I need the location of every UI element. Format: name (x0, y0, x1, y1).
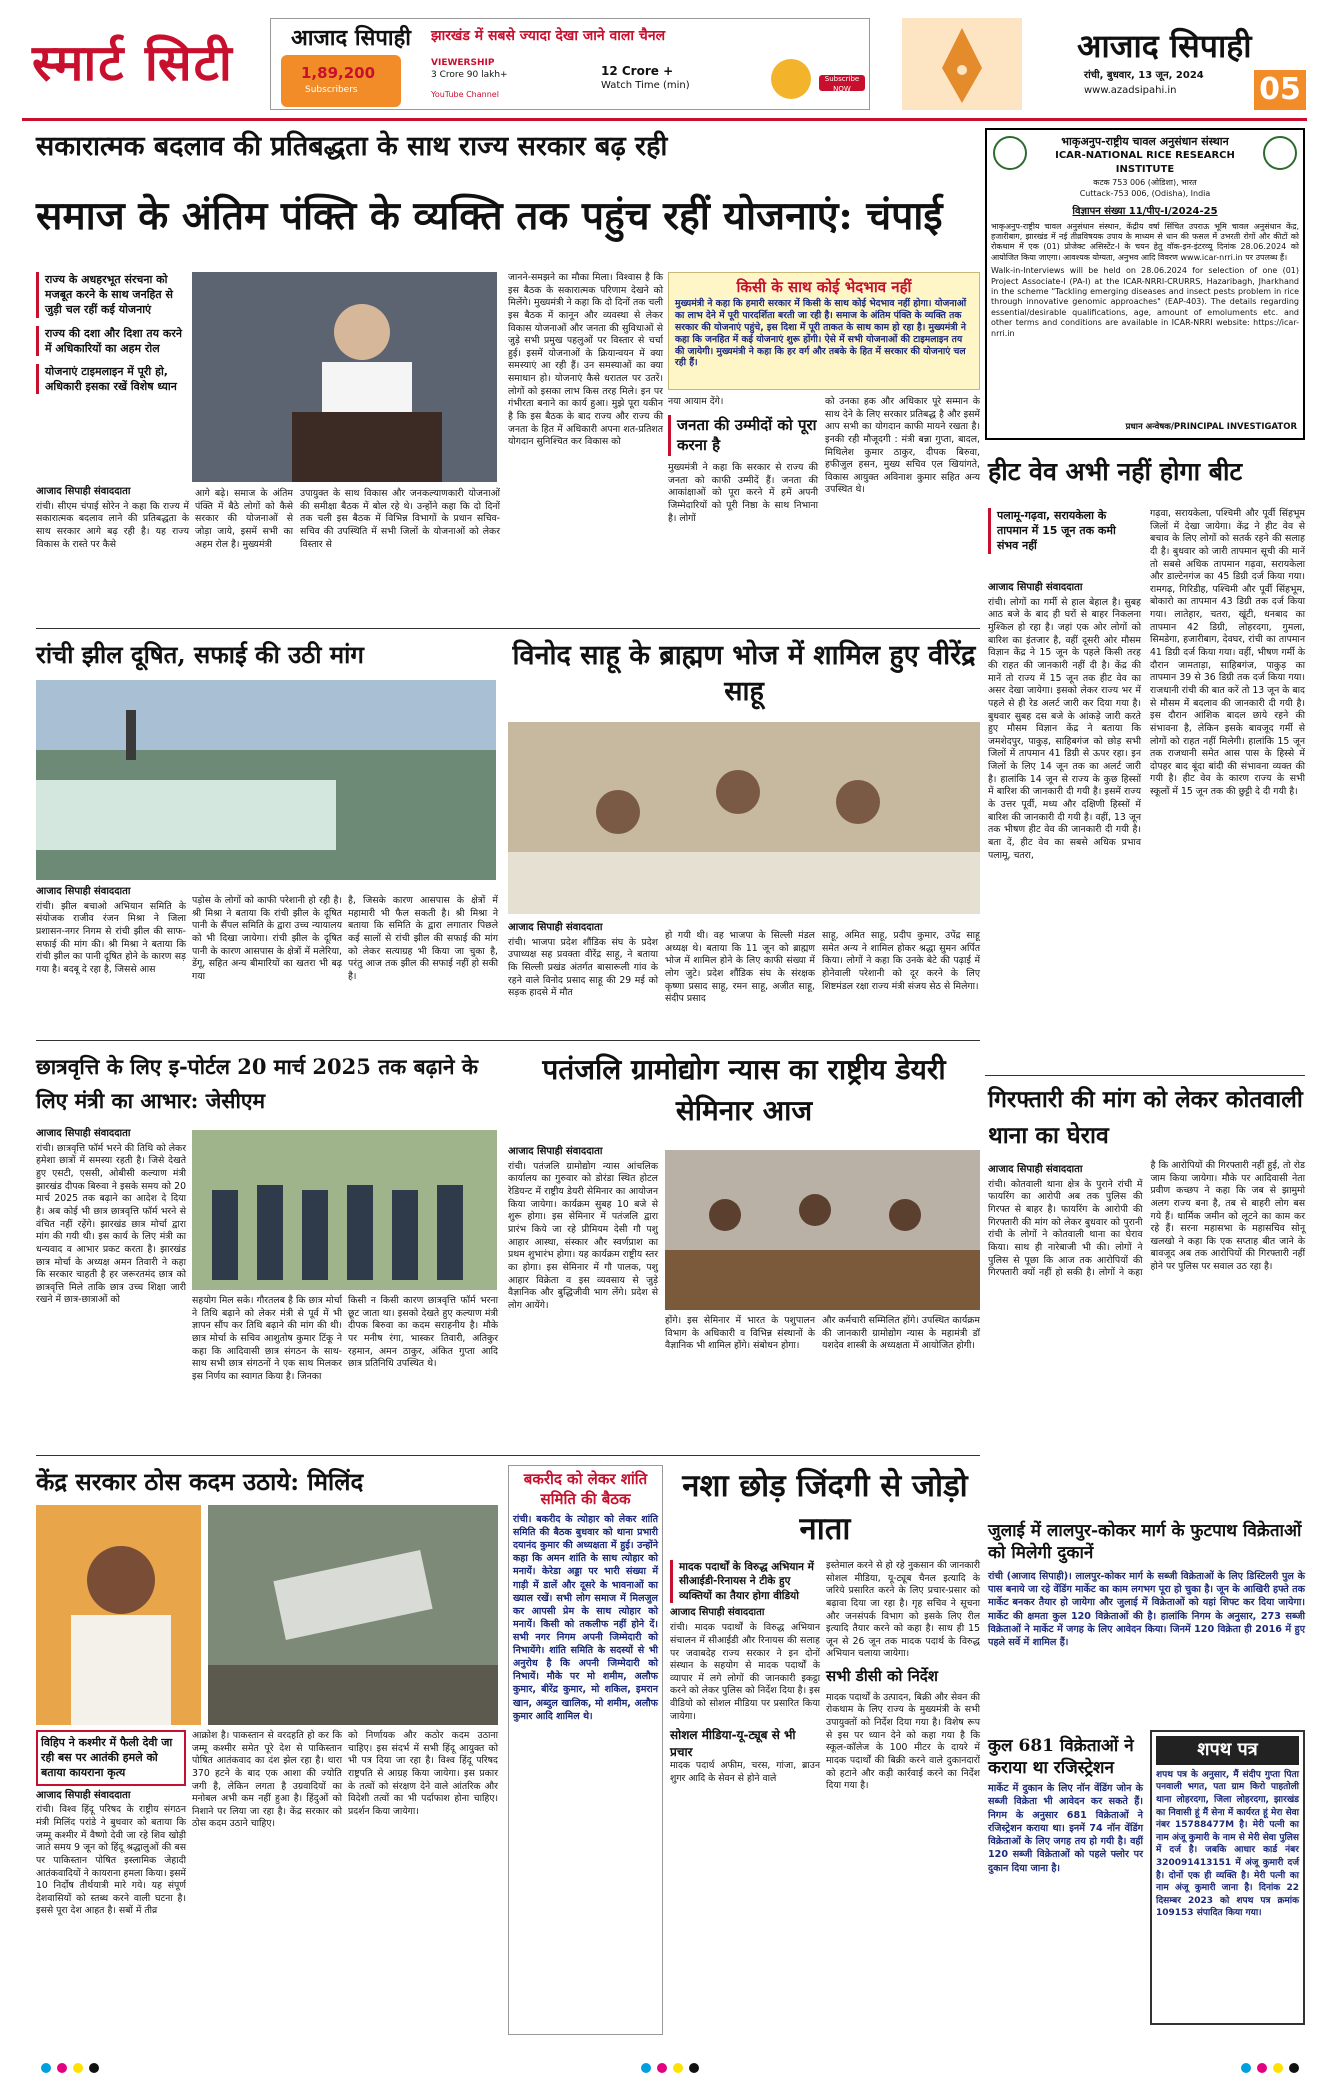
icar-advertisement (985, 128, 1305, 440)
affidavit-box (1150, 1730, 1305, 2025)
vendors-body-2: मार्केट में दुकान के लिए नॉन वेंडिंग जोन के सब्जी विक्रेता भी आवेदन कर सकते हैं। निगम के अनुसार 681 विक्रेताओं ने रजिस्ट्रेशन कराया था। इनमें 74 नॉन वेंडिंग विक्रेताओं के लिए जगह तय हो गयी है। वहीं 120 सब्जी विक्रेताओं को पहले फ्लोर पर दुकान दिया जाना है। (988, 1783, 1143, 1874)
drug-box: मादक पदार्थों के विरुद्ध अभियान में सीआईडी-रिनायस ने टीके हुए व्यक्तियों का तैयार होगा वीडियो (670, 1560, 820, 1603)
channel-banner (270, 18, 870, 110)
seminar-photo (665, 1150, 980, 1310)
heat-bullet: पलामू-गढ़वा, सरायकेला के तापमान में 15 जून तक कमी संभव नहीं (988, 508, 1138, 554)
milind-byline: आजाद सिपाही संवाददाता (36, 1789, 131, 1801)
ad-signature: प्रधान अन्वेषक/PRINCIPAL INVESTIGATOR (1125, 422, 1297, 433)
bus-attack-photo (208, 1505, 498, 1725)
banner-views-label: VIEWERSHIP (431, 58, 495, 68)
milind-box: विहिप ने कश्मीर में फैली देवी जा रही बस पर आतंकी हमले को बताया कायराना कृत्य (36, 1730, 186, 1786)
drug-body-1: रांची। मादक पदार्थों के विरुद्ध अभियान संचालन में सीआईडी और रिनायस की सलाह पर जवाबदेह राज्य सरकार ने इन दोनों संस्थान के सहयोग से मादक पदार्थों के व्यापार में लगे लोगों की जानकारी इकट्ठा करने को लेकर पुलिस को निर्देश दिया है। इस वीडियो को सोशल मीडिया पर प्रसारित किया जायेगा। (670, 1622, 820, 1722)
lead-body-5: मुख्यमंत्री ने कहा कि सरकार से राज्य की जनता को काफी उम्मीदें हैं। जनता की आकांक्षाओं को पूरा करने में हमें अपनी जिम्मेदारियों को पूरी निष्ठा के साथ निभाना है। लोगों (668, 462, 818, 524)
heat-body-2: गढ़वा, सरायकेला, पश्चिमी और पूर्वी सिंहभूम जिलों में देखा जायेगा। केंद्र ने हीट वेव से बचाव के लिए लोगों को सतर्क रहने की सलाह दी है। बुधवार को जारी तापमान सूची की मानें तो सबसे अधिक तापमान गढ़वा, सरायकेला और डाल्टेनगंज का 45 डिग्री दर्ज किया गया। रामगढ़, गिरिडीह, पश्चिमी और पूर्वी सिंहभूम, बोकारो का तापमान 43 डिग्री तक दर्ज किया गया। लातेहार, चतरा, खूंटी, धनबाद का तापमान 42 डिग्री, लोहरदगा, गुमला, सिमडेगा, हजारीबाग, देवघर, रांची का तापमान 41 डिग्री दर्ज किया गया। वहीं, भीषण गर्मी के दौरान जामताड़ा, साहिबगंज, पाकुड़ का तापमान 39 से 36 डिग्री तक दर्ज किया गया। राजधानी रांची की बात करें तो 13 जून के बाद से मौसम में बदलाव की जानकारी दी गयी है। इस दौरान आंशिक बादल छाये रहने की संभावना है, लेकिन इसके बावजूद गर्मी से लोगों को राहत नहीं मिलेगी। हालांकि 15 जून तक राजधानी समेत आस पास के हिस्से में दोपहर बाद बूंदा बांदी की संभावना व्यक्त की गयी है। हीट वेव के कारण राज्य के सभी स्कूलों में 15 जून तक की छुट्टी दे दी गयी है। (1150, 508, 1305, 798)
milind-body-3: को निर्णायक और कठोर कदम उठाना चाहिए। इस संदर्भ में सभी हिंदू आयुक्त को भी पत्र दिया जा रहा है। विश्व हिंदू परिषद राष्ट्रपति से आग्रह किया जायेगा। इस प्रकार के तत्वों को संरक्षण देने वाले आंतरिक और विदेशी तत्वों का भी पर्दाफाश होना चाहिए। प्रदर्शन किया जायेगा। (348, 1730, 498, 1817)
heat-byline: आजाद सिपाही संवाददाता (988, 582, 1083, 593)
banner-name: आजाद सिपाही (291, 25, 411, 51)
ad-body-english: Walk-in-Interviews will be held on 28.06.2024 for selection of one (01) Project Associate-I (PA-I) at the ICAR-NRRI-CRURRS, Hazaribagh, Jharkhand in the scheme "Tackling emerging diseases and insect pests problem in rice through innovative genomic approaches" (EAP-403). The details regarding essential/desirable qualifications, age, amount of emoluments etc. and other terms and conditions are available in ICAR-NRRI website: https://icar-nrri.in (991, 266, 1299, 338)
lead-bullets (36, 272, 186, 394)
org-english: ICAR-NATIONAL RICE RESEARCH INSTITUTE (1055, 150, 1235, 175)
banner-watch-label: Watch Time (min) (601, 80, 690, 91)
affidavit-body: शपथ पत्र के अनुसार, मैं संदीप गुप्ता पिता पनवाली भगत, पता ग्राम किरो पाहतोली थाना लोहरदगा, जिला लोहरदगा, झारखंड का निवासी हूं मैं सेना में कार्यरत हूं मेरा सेवा नंबर 15788477M है। मेरी पत्नी का नाम अंजू कुमारी के नाम से मेरी सेवा पुलिस में दर्ज है। जबकि आधार कार्ड नंबर 320091413151 में अंजू कुमारी दर्ज है। दोनों एक ही व्यक्ति है। मेरी पत्नी का नाम अंजू कुमारी जाना है। दिनांक 22 दिसम्बर 2023 को शपथ पत्र क्रमांक 109153 संपादित किया गया। (1156, 1769, 1299, 1919)
drug-body-sub: मादक पदार्थ अफीम, चरस, गांजा, ब्राउन शुगर आदि के सेवन से होने वाले (670, 1760, 820, 1785)
icar-logo-icon (993, 136, 1027, 170)
drug-body-2: इस्तेमाल करने से हो रहे नुकसान की जानकारी सोशल मीडिया, यू-ट्यूब चैनल इत्यादि के जरिये प्रसारित करने के लिए प्रचार-प्रसार को बढ़ावा दिया जा रहा है। गृह सचिव ने सूचना और जनसंपर्क विभाग को इसके लिए रील इत्यादि तैयार करने को कहा है। साथ ही 15 जून से 26 जून तक मादक पदार्थ के विरुद्ध अभियान चलाया जायेगा। (826, 1560, 980, 1660)
section-title: स्मार्ट सिटी (32, 33, 234, 92)
heat-body-1: रांची। लोगों का गर्मी से हाल बेहाल है। सुबह आठ बजे के बाद ही घरों से बाहर निकलना मुश्किल हो रहा है। जहां एक ओर लोगों को बारिश का इंतजार है, वहीं दूसरी ओर मौसम विज्ञान केंद्र ने 15 जून के पहले किसी तरह की राहत की जानकारी नहीं दी है। केंद्र की मानें तो राज्य में 15 जून तक हीट वेव का असर देखा जायेगा। इसको लेकर राज्य भर में पहले से ही रेड अलर्ट जारी कर दिया गया है। बुधवार सुबह दस बजे के आंकड़े जारी करते हुए मौसम विज्ञान केंद्र ने बताया कि जमशेदपुर, पाकुड़, साहिबगंज को छोड़ सभी जिलों में तापमान 41 डिग्री से ऊपर रहा। इन जिलों के लिए 14 जून तक का अलर्ट जारी है। हालांकि 14 जून से राज्य के कुछ हिस्सों में बारिश की जानकारी दी गयी है। इसमें राज्य के उत्तर पूर्वी, मध्य और दक्षिणी हिस्सों में बारिश की जानकारी दी गयी है। वहीं, 13 जून तक भीषण हीट वेव की जानकारी दी गयी है। बता दें, हीट वेव का सबसे अधिक प्रभाव पलामू, चतरा, (988, 596, 1141, 861)
lead-subhead: जनता की उम्मीदों को पूरा करना है (668, 415, 818, 456)
bakrid-box (508, 1465, 663, 2035)
vendors-headline: जुलाई में लालपुर-कोकर मार्ग के फुटपाथ विक्रेताओं को मिलेगी दुकानें (988, 1521, 1302, 1564)
milind-body-1: रांची। विश्व हिंदू परिषद के राष्ट्रीय संगठन मंत्री मिलिंद परांडे ने बुधवार को बताया कि जम्मू कश्मीर में वैष्णो देवी जा रहे शिव खोड़ी जाते समय 9 जून को हिंदू श्रद्धालुओं की बस पर पाकिस्तान पोषित इस्लामिक जेहादी आतंकवादियों ने कायराना हमला किया। इसमें 10 निर्दोष तीर्थयात्री मारे गये। यह संपूर्ण देशवासियों को स्तब्ध करने वाली घटना है। इससे पूरा देश आहत है। सबों में तीव्र (36, 1804, 186, 1917)
dateline: रांची, बुधवार, 13 जून, 2024 (1084, 70, 1204, 81)
banner-subscribe: Subscribe NOW (819, 75, 865, 91)
masthead (22, 14, 1307, 114)
vinod-photo (508, 722, 980, 914)
lead-byline: आजाद सिपाही संवाददाता (36, 486, 131, 497)
box-body: मुख्यमंत्री ने कहा कि हमारी सरकार में किसी के साथ कोई भेदभाव नहीं होगा। योजनाओं का लाभ देने में पूरी पारदर्शिता बरती जा रही है। समाज के अंतिम पंक्ति के व्यक्ति तक सरकार की योजनाएं पहुंचे, इस दिशा में पूरी ताकत के साथ काम हो रहा है। मुख्यमंत्री ने कहा कि जनहित में कई योजनाएं शुरू होंगी। ऐसे में सभी योजनाओं की टाइमलाइन तय की जायेगी। मुख्यमंत्री ने कहा कि हर वर्ग और तबके के हित में सरकार की योजनाएं चल रही हैं। (675, 297, 967, 369)
affidavit-title: शपथ पत्र (1156, 1736, 1299, 1765)
paper-name: आजाद सिपाही (1077, 27, 1252, 65)
jharkhand-map-icon (281, 55, 401, 107)
lead-body-6: को उनका हक और अधिकार पूरे सम्मान के साथ देने के लिए सरकार प्रतिबद्ध है और इसमें आप सभी का योगदान काफी मायने रखता है। इनकी रही मौजूदगी : मंत्री बन्ना गुप्ता, बादल, मिथिलेश कुमार ठाकुर, दीपक बिरुवा, हफीजुल हसन, मुख्य सचिव एल खियांगते, विकास आयुक्त अविनाश कुमार सहित अन्य उपस्थित थे। (825, 396, 980, 496)
lake-headline: रांची झील दूषित, सफाई की उठी मांग (36, 640, 364, 669)
no-discrimination-box (668, 272, 980, 390)
lead-headline: समाज के अंतिम पंक्ति के व्यक्ति तक पहुंच रहीं योजनाएं: चंपाई (36, 193, 943, 239)
addr-english: Cuttack-753 006, (Odisha), India (1079, 188, 1211, 198)
milind-headline: केंद्र सरकार ठोस कदम उठाये: मिलिंद (36, 1467, 364, 1496)
vinod-body-1: रांची। भाजपा प्रदेश शौंडिक संघ के प्रदेश उपाध्यक्ष सह प्रवक्ता वीरेंद्र साहू, ने बताया कि सिल्ली प्रखंड अंतर्गत बासारूली गांव के रहने वाले विनोद प्रसाद साहू की 29 मई को सड़क हादसे में मौत (508, 936, 658, 999)
arrest-body: रांची। कोतवाली थाना क्षेत्र के पुराने रांची में फायरिंग का आरोपी अब तक पुलिस की गिरफ्त से बाहर है। फायरिंग के आरोपी की गिरफ्तारी की मांग को लेकर बुधवार को पुरानी रांची के लोगों ने कोतवाली थाना का घेराव किया। साथ ही नारेबाजी भी की। लोगों ने पुलिस से पूछा कि आज तक आरोपियों की गिरफ्तारी क्यों नहीं हो सकी है। लोगों ने कहा है कि आरोपियों की गिरफ्तारी नहीं हुई, तो रोड जाम किया जायेगा। मौके पर आदिवासी नेता प्रवीण कच्छप ने कहा कि जब से झामुमो अलग राज्य बना है, तब से बाहरी लोग बस गये हैं। धार्मिक जमीन को लूटने का काम कर रहे हैं। सरना महासभा के महासचिव सोनू खलखो ने कहा कि एक सप्ताह बीत जाने के बावजूद अब तक आरोपियों की गिरफ्तारी नहीं होने पर पुलिस पर सवाल उठ रहा है। (988, 1160, 1305, 1279)
nrri-logo-icon (1263, 136, 1297, 170)
vinod-body-2: हो गयी थी। वह भाजपा के सिल्ली मंडल अध्यक्ष थे। बताया कि 11 जून को ब्राह्मण भोज में शामिल होने के लिए काफी संख्या में लोग जुटे। प्रदेश शौंडिक संघ के संरक्षक कृष्णा प्रसाद साहू, रमन साहू, अजीत साहू, संदीप प्रसाद (665, 930, 815, 1005)
scholar-byline: आजाद सिपाही संवाददाता (36, 1128, 131, 1139)
lead-kicker: सकारात्मक बदलाव की प्रतिबद्धता के साथ राज्य सरकार बढ़ रही (36, 131, 668, 162)
drug-headline: नशा छोड़ जिंदगी से जोड़ो नाता (682, 1468, 968, 1548)
banner-watch: 12 Crore + (601, 64, 674, 78)
bakrid-body: रांची। बकरीद के त्योहार को लेकर शांति समिति की बैठक बुधवार को थाना प्रभारी दयानंद कुमार की अध्यक्षता में हुई। उन्होंने कहा कि अमन शांति के साथ त्योहार को मनायें। केरेडा अड्डा पर भारी संख्या में गाड़ी में डालें और दूसरे के भावनाओं का ख्याल रखें। सभी लोग समाज में मिलजुल कर आपसी प्रेम के साथ त्योहार को मनायें। किसी को तकलीफ नहीं होने दें। सभी नगर निगम अपनी जिम्मेदारी को निभायेंगे। शांति समिति के सदस्यों से भी अनुरोध है कि अपनी जिम्मेदारी को निभायें। मौके पर मो शमीम, अलौफ कुमार, बीरेंद्र कुमार, मो शकिल, इमरान खान, अब्दुल खालिक, मो शमीम, अलौफ कुमार आदि शामिल थे। (513, 1514, 658, 1722)
scholar-body-2: सहयोग मिल सके। गौरतलब है कि छात्र मोर्चा ने तिथि बढ़ाने को लेकर मंत्री से पूर्व में भी ज्ञापन सौंप कर तिथि बढ़ाने की मांग की थी। छात्र मोर्चा के सचिव आशुतोष कुमार टिंकू ने कहा कि आदिवासी छात्र संगठन के साथ-साथ सभी छात्र संगठनों ने एक साथ मिलकर इस निर्णय का स्वागत किया है। जिनका (192, 1295, 342, 1382)
drug-body-3: मादक पदार्थों के उत्पादन, बिक्री और सेवन की रोकथाम के लिए राज्य के मुख्यमंत्री के सभी उपायुक्तों को निर्देश दिया गया है। विशेष रूप से इस पर ध्यान देने को कहा गया है कि स्कूल-कॉलेज के 100 मीटर के दायरे में मादक पदार्थों की बिक्री करने वाले दुकानदारों को हटाने और कड़ी कार्रवाई करने का निर्देश दिया गया है। (826, 1691, 980, 1792)
lead-body-3: जानने-समझने का मौका मिला। विश्वास है कि इस बैठक के सकारात्मक परिणाम देखने को मिलेंगे। मुख्यमंत्री ने कहा कि दो दिनों तक चली इस बैठक में कानून और व्यवस्था से लेकर विकास योजनाओं और जनता की सुविधाओं से जुड़े सभी प्रमुख पहलुओं पर विस्तार से चर्चा हुई। इसमें योजनाओं के क्रियान्वयन में क्या समस्याएं आ रही हैं। उन समस्याओं का क्या समाधान हो। योजनाएं कैसे धरातल पर उतरें। लोगों को इसका लाभ किस तरह मिले। इन पर गंभीरता बनाने का कार्य हुआ। मुझे पूरा यकीन है कि इस बैठक के बाद राज्य और राज्य की जनता के हित में अधिकारी अपना शत-प्रतिशत योगदान सुनिश्चित कर विकास को (508, 272, 663, 448)
patanjali-body-3: और कर्मचारी सम्मिलित होंगे। उपस्थित कार्यक्रम की जानकारी ग्रामोद्योग न्यास के महामंत्री डॉ यशदेव शास्त्री के अध्यक्षता में आयोजित होगी। (822, 1315, 980, 1352)
vinod-byline: आजाद सिपाही संवाददाता (508, 922, 603, 933)
scholar-body-1: रांची। छात्रवृत्ति फॉर्म भरने की तिथि को लेकर हमेशा छात्रों में समस्या रहती है। जिसे देखते हुए एसटी, एससी, ओबीसी कल्याण मंत्री झारखंड दीपक बिरुवा ने इसके समय को 20 मार्च 2025 तक बढ़ाने का आदेश दे दिया है। अब कोई भी छात्र छात्रवृत्ति फॉर्म भरने से वंचित नहीं रहेंगे। झारखंड छात्र मोर्चा द्वारा मांग की गयी थी। इस कार्य के लिए मंत्री का धन्यवाद व आभार प्रकट करता है। झारखंड छात्र मोर्चा के अध्यक्ष अमन तिवारी ने कहा कि सरकार चाहती है हर जरूरतमंद छात्र को छात्रवृत्ति मिले ताकि छात्र उच्च शिक्षा जारी रखने में छात्र-छात्राओं को (36, 1142, 186, 1306)
vinod-body-3: साहू, अमित साहू, प्रदीप कुमार, उपेंद्र साहू समेत अन्य ने शामिल होकर श्रद्धा सुमन अर्पित किया। लोगों ने कहा कि उनके बेटे की पढ़ाई में होनेवाली परेशानी को दूर करने के लिए शिष्टमंडल रक्षा राज्य मंत्री संजय सेठ से मिलेगा। (822, 930, 980, 992)
drug-byline: आजाद सिपाही संवाददाता (670, 1607, 765, 1619)
box-title: किसी के साथ कोई भेदभाव नहीं (736, 278, 912, 296)
students-photo (192, 1130, 497, 1290)
patanjali-headline: पतंजलि ग्रामोद्योग न्यास का राष्ट्रीय डेयरी सेमिनार आज (542, 1053, 946, 1127)
vendors-body-1: रांची (आजाद सिपाही)। लालपुर-कोकर मार्ग के सब्जी विक्रेताओं के लिए डिस्टिलरी पुल के पास बनाये जा रहे वेंडिंग मार्केट का काम लगभग पूरा हो चुका है। जून के आखिरी हफ्ते तक मार्केट बनकर तैयार हो जायेगा और जुलाई में विक्रेताओं को यहां शिफ्ट कर दिया जायेगा। मार्केट की क्षमता कुल 120 विक्रेताओं की है। हालांकि निगम के अनुसार, 273 सब्जी विक्रेताओं ने मार्केट में जगह के लिए आवेदन किया। जिनमें 120 विक्रेता ही 2016 में हुए पहले सर्वे में शामिल हैं। (988, 1571, 1305, 1649)
bullet: योजनाएं टाइमलाइन में पूरी हो, अधिकारी इसका रखें विशेष ध्यान (36, 364, 186, 394)
org-hindi: भाकृअनुप-राष्ट्रीय चावल अनुसंधान संस्थान (1061, 135, 1229, 148)
lead-body-4: नया आयाम देंगे। (668, 396, 724, 407)
arrest-headline: गिरफ्तारी की मांग को लेकर कोतवाली थाना का घेराव (988, 1086, 1303, 1149)
lake-photo (36, 680, 496, 880)
banner-youtube: YouTube Channel (431, 90, 499, 99)
pen-nib-icon (902, 18, 1022, 110)
registration-marks (36, 2062, 1306, 2074)
patanjali-byline: आजाद सिपाही संवाददाता (508, 1146, 603, 1157)
patanjali-body-1: रांची। पतंजलि ग्रामोद्योग न्यास आंचलिक कार्यालय का गुरुवार को डोरंडा स्थित होटल रेडियन्ट में राष्ट्रीय डेयरी सेमिनार का आयोजन किया जायेगा। कार्यक्रम सुबह 10 बजे से शुरू होगा। इस सेमिनार में पतंजलि द्वारा प्रारंभ किये जा रहे प्रीमियम देसी गौ पशु आहार आस्था, संस्कार और स्वर्णप्राश का प्रथम शुभारंभ होगा। यह कार्यक्रम राष्ट्रीय स्तर का होगा। इस सेमिनार में गौ पालक, पशु आहार विक्रेता व इस व्यवसाय से जुड़े वैज्ञानिक और बुद्धिजीवी भाग लेंगे। प्रदेश से लोग आयेंगे। (508, 1160, 658, 1311)
banner-views: 3 Crore 90 lakh+ (431, 70, 508, 80)
website: www.azadsipahi.in (1084, 85, 1177, 96)
lead-body-1: रांची। सीएम चंपाई सोरेन ने कहा कि राज्य में सकारात्मक बदलाव लाने की प्रतिबद्धता के साथ सरकार आगे बढ़ रही है। यह राज्य विकास के रास्ते पर कैसे (36, 500, 189, 550)
bullet: राज्य के अधहरभूत संरचना को मजबूत करने के साथ जनहित से जुड़ी चल रहीं कई योजनाएं (36, 272, 186, 318)
lead-body-col1: आगे बढ़े। समाज के अंतिम पंक्ति में बैठे लोगों को कैसे सरकार की योजनाओं से जोड़ा जाये, इसमें सभी का अहम रोल है। मुख्यमंत्री (195, 488, 293, 550)
vinod-headline: विनोद साहू के ब्राह्मण भोज में शामिल हुए वीरेंद्र साहू (512, 640, 976, 708)
award-icon (771, 59, 811, 99)
lake-body-1: रांची। झील बचाओ अभियान समिति के संयोजक राजीव रंजन मिश्रा ने जिला प्रशासन-नगर निगम से रांची झील की साफ-सफाई की मांग की। श्री मिश्रा ने बताया कि रांची झील का पानी दूषित होने के कारण सड़ गया है। बदबू दे रहा है, जिससे आस (36, 900, 186, 975)
banner-subs: 1,89,200 (301, 64, 376, 82)
bakrid-headline: बकरीद को लेकर शांति समिति की बैठक (523, 1470, 648, 1508)
page-number: 05 (1254, 70, 1306, 110)
scholar-headline: छात्रवृत्ति के लिए इ-पोर्टल 20 मार्च 2025 तक बढ़ाने के लिए मंत्री का आभार: जेसीएम (36, 1054, 478, 1113)
addr-hindi: कटक 753 006 (ओडिशा), भारत (1093, 177, 1197, 187)
heat-headline: हीट वेव अभी नहीं होगा बीट (988, 457, 1243, 486)
vendors-subhead: कुल 681 विक्रेताओं ने कराया था रजिस्ट्रेशन (988, 1736, 1134, 1779)
patanjali-body-2: होंगे। इस सेमिनार में भारत के पशुपालन विभाग के अधिकारी व विभिन्न संस्थानों के वैज्ञानिक भी शामिल होंगे। संबोधन होगा। (665, 1315, 815, 1352)
lake-body-2: पड़ोस के लोगों को काफी परेशानी हो रही है। श्री मिश्रा ने बताया कि रांची झील के दूषित पानी के सैंपल समिति के द्वारा उच्च न्यायालय को भी दिखा जायेगा। रांची झील के दूषित पानी के कारण आसपास के क्षेत्रों में मलेरिया, डेंगू, सहित अन्य बीमारियों का खतरा भी बढ़ गया (192, 895, 342, 982)
scholar-body-3: किसी न किसी कारण छात्रवृत्ति फॉर्म भरना छूट जाता था। इसको देखते हुए कल्याण मंत्री दीपक बिरुवा का कदम सराहनीय है। मौके पर मनीष रंगा, भास्कर तिवारी, अतिकुर रहमान, अमन ठाकुर, अंकित गुप्ता आदि छात्र प्रतिनिधि उपस्थित थे। (348, 1295, 498, 1370)
banner-tagline: झारखंड में सबसे ज्यादा देखा जाने वाला चैनल (431, 28, 666, 44)
lead-body-2: उपायुक्त के साथ विकास और जनकल्याणकारी योजनाओं की समीक्षा बैठक में बोल रहे थे। उन्होंने कहा कि दो दिनों तक चली इस बैठक में विभिन्न विभागों के प्रधान सचिव-सचिव की उपस्थिति में सभी जिलों के योजनाओं को लेकर विस्तार से (300, 488, 500, 550)
arrest-byline: आजाद सिपाही संवाददाता (988, 1164, 1083, 1175)
adv-number: विज्ञापन संख्या 11/पीए-I/2024-25 (1072, 205, 1218, 217)
drug-subhead: सोशल मीडिया-यू-ट्यूब से भी प्रचार (670, 1728, 796, 1759)
cm-speech-photo (192, 272, 497, 482)
drug-subhead-2: सभी डीसी को निर्देश (826, 1667, 938, 1686)
ad-body-hindi: भाकृअनुप-राष्ट्रीय चावल अनुसंधान संस्थान, केंद्रीय वर्षा सिंचित उपराऊ भूमि चावल अनुसंधान केंद्र, हजारीबाग, झारखंड में नई तीव्रविषयक उपाय के माध्यम से धान की फसल में उभरती रोगों और कीटों को रोकथाम में एक (01) प्रोजेक्ट असिस्टेंट-I के चयन हेतु वॉक-इन-इंटरव्यू दिनांक 28.06.2024 को आयोजित किया जाएगा। आवश्यक योग्यता, अनुभव आदि विवरण www.icar-nrri.in पर उपलब्ध हैं। (991, 221, 1299, 262)
lake-body-3: है, जिसके कारण आसपास के क्षेत्रों में महामारी भी फैल सकती है। श्री मिश्रा ने बताया कि समिति के द्वारा लगातार पिछले कई सालों से रांची झील की सफाई की मांग को लेकर सत्याग्रह भी किया जा चुका है, परंतु आज तक झील की सफाई नहीं हो सकी है। (348, 895, 498, 982)
milind-body-2: आक्रोश है। पाकस्तान से वरदहति हो कर कि जम्मू कश्मीर समेत पूरे देश से पाकिस्तान पोषित आतंकवाद का दंश झेल रहा है। धारा 370 हटने के बाद एक आशा की ज्योति जगी है, लेकिन लगता है उग्रवादियों का मनोबल अभी कम नहीं हुआ है। हिंदुओं को निशाने पर लिया जा रहा है। केंद्र सरकार को ठोस कदम उठाने चाहिए। (192, 1730, 342, 1830)
lake-byline: आजाद सिपाही संवाददाता (36, 886, 131, 897)
milind-photo (36, 1505, 201, 1725)
banner-subs-label: Subscribers (305, 84, 358, 95)
bullet: राज्य की दशा और दिशा तय करने में अधिकारियों का अहम रोल (36, 326, 186, 356)
